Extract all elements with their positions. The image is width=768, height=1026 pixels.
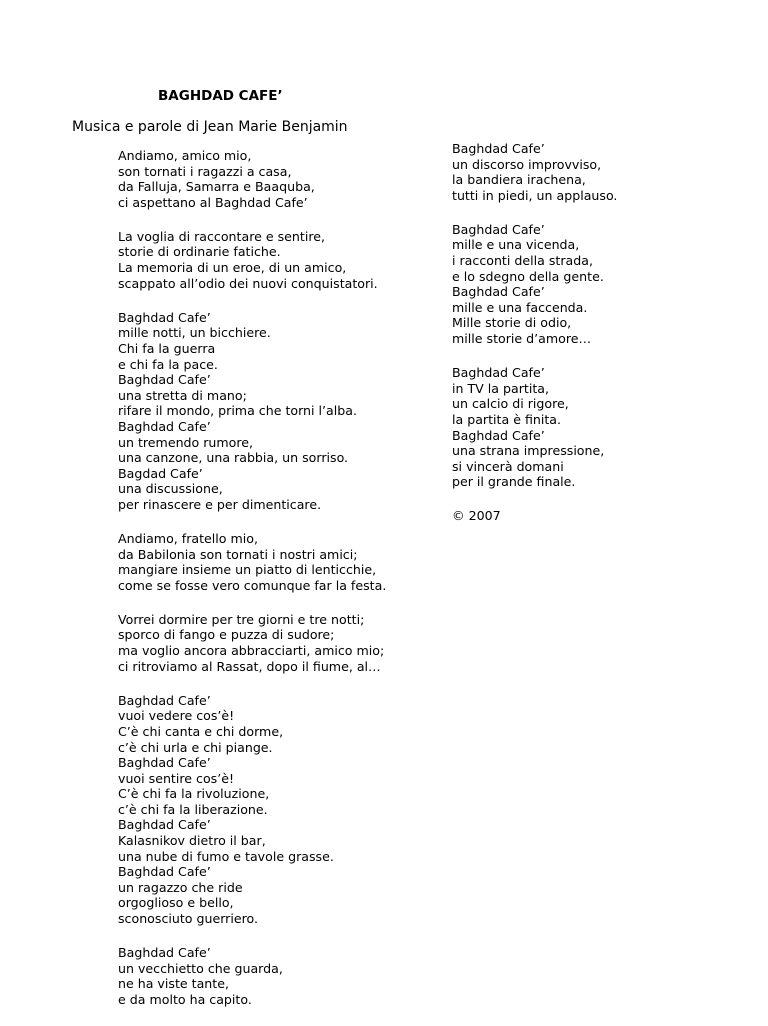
verse-line: Bagdad Cafe’	[118, 465, 203, 481]
verse-line: e lo sdegno della gente.	[452, 268, 604, 284]
verse-line: Baghdad Cafe’	[452, 427, 545, 443]
verse-line: mangiare insieme un piatto di lenticchie,	[118, 562, 377, 578]
verse-line: tutti in piedi, un applauso.	[452, 187, 618, 203]
verse-line: e da molto ha capito.	[118, 991, 252, 1007]
verse-line: La memoria di un eroe, di un amico,	[118, 260, 347, 276]
verse-line: un ragazzo che ride	[118, 879, 243, 895]
verse-line: Baghdad Cafe’	[452, 141, 545, 156]
verse-line: un calcio di rigore,	[452, 396, 569, 412]
verse-line: Baghdad Cafe’	[118, 372, 211, 388]
verse-line: un vecchietto che guarda,	[118, 960, 283, 976]
verse-line: un tremendo rumore,	[118, 434, 254, 450]
verse-line: rifare il mondo, prima che torni l’alba.	[118, 403, 357, 419]
stanza	[118, 148, 418, 210]
verse-line: ma voglio ancora abbracciarti, amico mio;	[118, 643, 385, 659]
copyright-notice: © 2007	[452, 508, 501, 524]
verse-line: una discussione,	[118, 481, 223, 497]
verse-line: Baghdad Cafe’	[118, 418, 211, 434]
verse-line: mille e una vicenda,	[452, 237, 580, 253]
verse-line: una canzone, una rabbia, un sorriso.	[118, 450, 349, 466]
verse-line: orgoglioso e bello,	[118, 895, 234, 911]
verse-line: Baghdad Cafe’	[452, 284, 545, 300]
verse-line: mille storie d’amore…	[452, 331, 592, 347]
verse-line: storie di ordinarie fatiche.	[118, 244, 281, 260]
verse-line: Baghdad Cafe’	[118, 755, 211, 771]
verse-line: come se fosse vero comunque far la festa.	[118, 577, 387, 593]
verse-line: Baghdad Cafe’	[118, 309, 211, 325]
verse-line: una strana impressione,	[452, 443, 605, 459]
verse-line: C’è chi fa la rivoluzione,	[118, 786, 270, 802]
verse-line: e chi fa la pace.	[118, 356, 218, 372]
stanza	[118, 612, 418, 674]
verse-line: ne ha viste tante,	[118, 976, 229, 992]
stanza	[118, 531, 418, 593]
stanza	[452, 365, 752, 490]
verse-line: ci aspettano al Baghdad Cafe’	[118, 194, 308, 210]
page-subtitle: Musica e parole di Jean Marie Benjamin	[72, 119, 348, 135]
verse-line: una nube di fumo e tavole grasse.	[118, 848, 334, 864]
verse-line: Vorrei dormire per tre giorni e tre notti;	[118, 611, 365, 627]
verse-line: una stretta di mano;	[118, 387, 247, 403]
stanza	[452, 222, 752, 347]
verse-line: c’è chi urla e chi piange.	[118, 739, 273, 755]
verse-line: Chi fa la guerra	[118, 340, 216, 356]
verse-line: per rinascere e per dimenticare.	[118, 496, 322, 512]
verse-line: Baghdad Cafe’	[452, 221, 545, 237]
verse-line: in TV la partita,	[452, 380, 549, 396]
verse-line: Baghdad Cafe’	[118, 864, 211, 880]
verse-line: son tornati i ragazzi a casa,	[118, 163, 292, 179]
page-title: BAGHDAD CAFE’	[158, 88, 283, 104]
verse-line: da Falluja, Samarra e Baaquba,	[118, 179, 315, 195]
stanza	[118, 310, 418, 513]
verse-line: vuoi vedere cos’è!	[118, 708, 235, 724]
verse-line: sconosciuto guerriero.	[118, 911, 258, 927]
verse-line: Baghdad Cafe’	[118, 692, 211, 708]
verse-line: La voglia di raccontare e sentire,	[118, 228, 325, 244]
verse-line: Baghdad Cafe’	[452, 365, 545, 381]
stanza	[118, 229, 418, 291]
verse-line: mille notti, un bicchiere.	[118, 325, 271, 341]
stanza	[452, 141, 752, 203]
verse-line: per il grande finale.	[452, 474, 576, 490]
verse-line: Andiamo, fratello mio,	[118, 530, 258, 546]
verse-line: la partita è finita.	[452, 411, 562, 427]
verse-line: i racconti della strada,	[452, 253, 593, 269]
left-column	[118, 148, 418, 1026]
verse-line: Kalasnikov dietro il bar,	[118, 833, 266, 849]
verse-line: vuoi sentire cos’è!	[118, 770, 235, 786]
verse-line: Andiamo, amico mio,	[118, 148, 252, 163]
verse-line: C’è chi canta e chi dorme,	[118, 723, 284, 739]
right-column	[452, 141, 752, 524]
verse-line: un discorso improvviso,	[452, 156, 602, 172]
verse-line: sporco di fango e puzza di sudore;	[118, 627, 335, 643]
verse-line: si vincerà domani	[452, 458, 564, 474]
verse-line: mille e una faccenda.	[452, 299, 588, 315]
verse-line: c’è chi fa la liberazione.	[118, 801, 268, 817]
verse-line: ci ritroviamo al Rassat, dopo il fiume, al…	[118, 658, 381, 674]
verse-line: scappato all’odio dei nuovi conquistatori.	[118, 275, 378, 291]
stanza	[118, 945, 418, 1007]
verse-line: Baghdad Cafe’	[118, 817, 211, 833]
verse-line: da Babilonia son tornati i nostri amici;	[118, 546, 358, 562]
stanza	[118, 693, 418, 927]
verse-line: la bandiera irachena,	[452, 172, 586, 188]
verse-line: Mille storie di odio,	[452, 315, 572, 331]
verse-line: Baghdad Cafe’	[118, 945, 211, 961]
